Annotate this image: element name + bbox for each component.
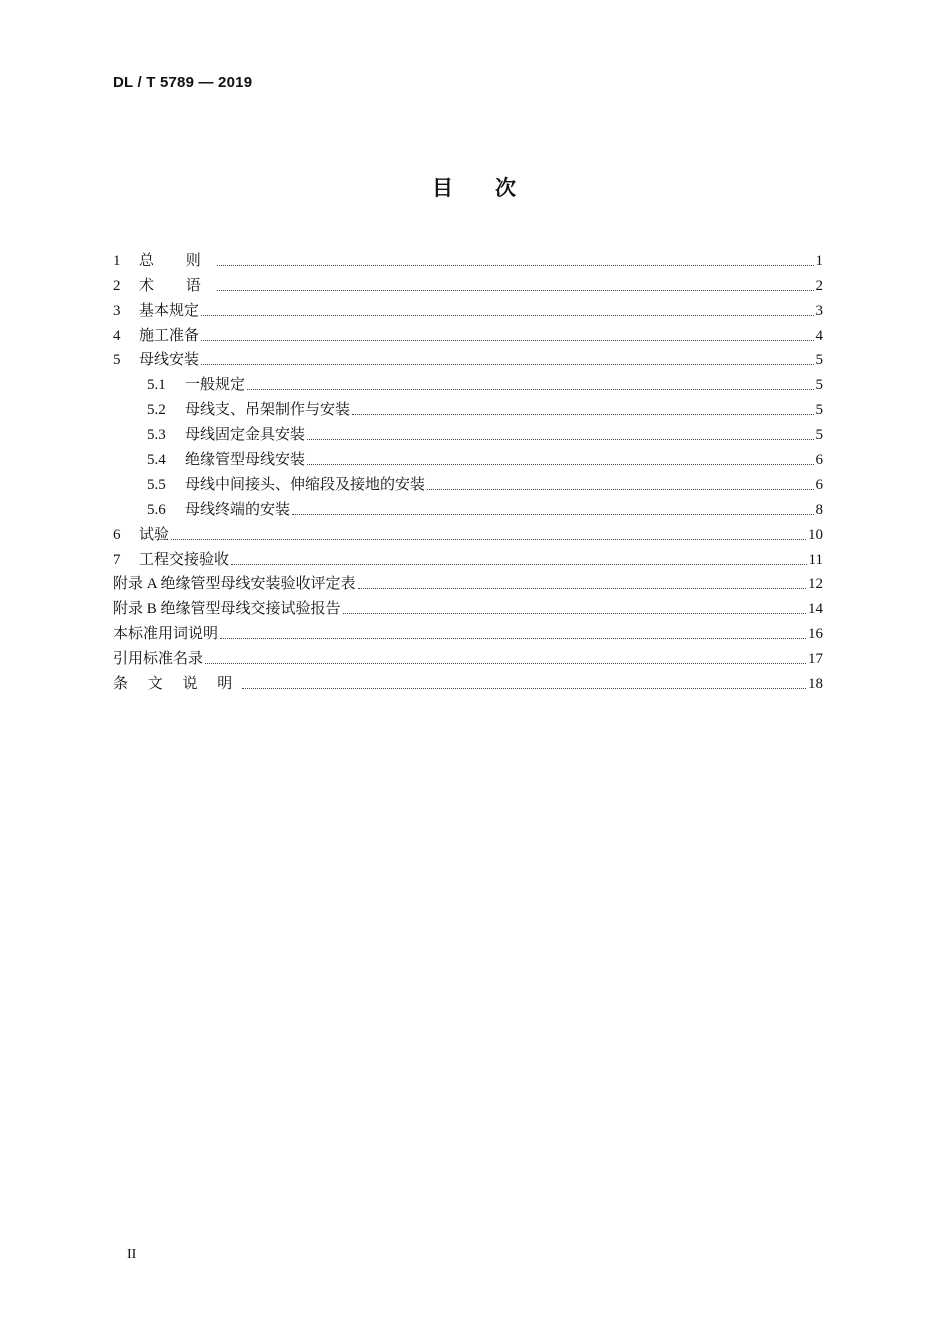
toc-entry-number: 5 bbox=[113, 352, 121, 369]
toc-entry-page: 3 bbox=[815, 302, 823, 319]
toc-entry-number: 7 bbox=[113, 551, 121, 568]
toc-entry[interactable] bbox=[113, 669, 823, 694]
toc-entry-number: 5.2 bbox=[147, 402, 166, 419]
toc-entry-number: 5.1 bbox=[147, 377, 166, 394]
toc-dot-leader bbox=[217, 290, 814, 291]
toc-entry-page: 1 bbox=[815, 252, 823, 269]
toc-entry-page: 14 bbox=[808, 601, 823, 618]
toc-entry-page: 5 bbox=[815, 377, 823, 394]
toc-entry-number: 2 bbox=[113, 277, 121, 294]
toc-entry-page: 5 bbox=[815, 427, 823, 444]
toc-dot-leader bbox=[307, 464, 813, 465]
toc-entry-number: 1 bbox=[113, 252, 121, 269]
toc-entry-label: 母线中间接头、伸缩段及接地的安装 bbox=[185, 476, 426, 493]
toc-entry-label: 施工准备 bbox=[139, 327, 200, 344]
toc-entry[interactable] bbox=[113, 296, 823, 321]
toc-entry-label: 母线终端的安装 bbox=[185, 501, 291, 518]
toc-entry-number: 5.3 bbox=[147, 427, 166, 444]
toc-dot-leader bbox=[217, 265, 814, 266]
toc-entry[interactable] bbox=[113, 395, 823, 420]
toc-entry-label: 绝缘管型母线安装 bbox=[185, 452, 306, 469]
toc-entry-label: 术 语 bbox=[139, 277, 215, 294]
toc-dot-leader bbox=[352, 414, 813, 415]
toc-entry[interactable] bbox=[113, 370, 823, 395]
toc-entry[interactable] bbox=[113, 594, 823, 619]
toc-dot-leader bbox=[201, 364, 813, 365]
toc-entry-page: 4 bbox=[815, 327, 823, 344]
toc-entry-number: 6 bbox=[113, 526, 121, 543]
toc-entry-page: 11 bbox=[808, 551, 823, 568]
table-of-contents bbox=[113, 246, 823, 694]
toc-entry-label: 试验 bbox=[139, 526, 170, 543]
toc-entry[interactable] bbox=[113, 495, 823, 520]
document-code: DL / T 5789 — 2019 bbox=[113, 74, 253, 91]
title-char-2: 次 bbox=[495, 176, 518, 200]
toc-entry-label: 总 则 bbox=[139, 252, 215, 269]
toc-entry-label: 母线固定金具安装 bbox=[185, 427, 306, 444]
toc-entry-number: 5.5 bbox=[147, 476, 166, 493]
toc-entry[interactable] bbox=[113, 346, 823, 371]
toc-entry-number: 3 bbox=[113, 302, 121, 319]
toc-entry-number: 5.4 bbox=[147, 452, 166, 469]
toc-entry-page: 8 bbox=[815, 501, 823, 518]
toc-entry-label: 母线安装 bbox=[139, 352, 200, 369]
toc-entry-label: 条 文 说 明 bbox=[113, 676, 241, 693]
toc-dot-leader bbox=[292, 514, 813, 515]
toc-entry[interactable] bbox=[113, 644, 823, 669]
page-title bbox=[0, 172, 950, 202]
toc-entry-label: 附录 A 绝缘管型母线安装验收评定表 bbox=[113, 576, 356, 593]
toc-entry[interactable] bbox=[113, 420, 823, 445]
toc-entry[interactable] bbox=[113, 545, 823, 570]
toc-dot-leader bbox=[205, 663, 806, 664]
toc-entry-page: 6 bbox=[815, 476, 823, 493]
toc-entry-page: 2 bbox=[815, 277, 823, 294]
toc-dot-leader bbox=[201, 315, 813, 316]
toc-dot-leader bbox=[307, 439, 813, 440]
toc-entry-page: 18 bbox=[808, 676, 823, 693]
toc-entry-page: 10 bbox=[808, 526, 823, 543]
toc-entry[interactable] bbox=[113, 520, 823, 545]
toc-dot-leader bbox=[201, 340, 813, 341]
toc-entry-page: 17 bbox=[808, 651, 823, 668]
toc-entry[interactable] bbox=[113, 246, 823, 271]
toc-dot-leader bbox=[247, 389, 813, 390]
toc-entry-page: 12 bbox=[808, 576, 823, 593]
toc-entry[interactable] bbox=[113, 445, 823, 470]
page-number: II bbox=[127, 1247, 137, 1262]
toc-entry-label: 一般规定 bbox=[185, 377, 246, 394]
toc-entry[interactable] bbox=[113, 470, 823, 495]
toc-entry-label: 工程交接验收 bbox=[139, 551, 230, 568]
toc-entry-page: 16 bbox=[808, 626, 823, 643]
toc-entry-number: 5.6 bbox=[147, 501, 166, 518]
toc-entry-page: 5 bbox=[815, 402, 823, 419]
toc-entry[interactable] bbox=[113, 271, 823, 296]
toc-entry-number: 4 bbox=[113, 327, 121, 344]
toc-dot-leader bbox=[242, 688, 806, 689]
toc-entry[interactable] bbox=[113, 570, 823, 595]
toc-dot-leader bbox=[171, 539, 806, 540]
toc-dot-leader bbox=[220, 638, 806, 639]
title-char-1: 目 bbox=[432, 176, 455, 200]
toc-dot-leader bbox=[231, 564, 807, 565]
toc-entry-label: 本标准用词说明 bbox=[113, 626, 219, 643]
toc-entry-label: 基本规定 bbox=[139, 302, 200, 319]
toc-entry-page: 5 bbox=[815, 352, 823, 369]
toc-entry-label: 母线支、吊架制作与安装 bbox=[185, 402, 351, 419]
toc-entry-label: 引用标准名录 bbox=[113, 651, 204, 668]
toc-entry[interactable] bbox=[113, 619, 823, 644]
toc-entry-page: 6 bbox=[815, 452, 823, 469]
toc-dot-leader bbox=[343, 613, 806, 614]
toc-entry-label: 附录 B 绝缘管型母线交接试验报告 bbox=[113, 601, 341, 618]
toc-entry[interactable] bbox=[113, 321, 823, 346]
toc-dot-leader bbox=[427, 489, 813, 490]
toc-dot-leader bbox=[358, 588, 806, 589]
